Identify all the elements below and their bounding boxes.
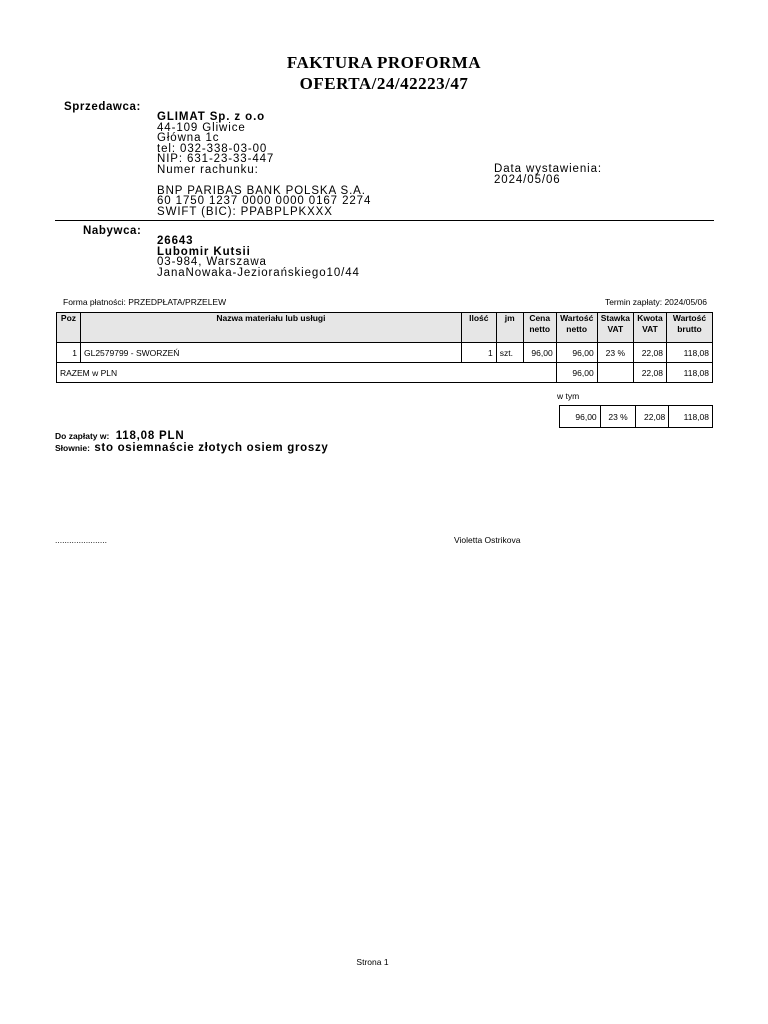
col-vat: Kwota VAT: [633, 313, 666, 343]
bank-account: 60 1750 1237 0000 0000 0167 2274: [157, 195, 372, 207]
document-title: FAKTURA PROFORMA: [286, 53, 482, 72]
breakdown-vat: 22,08: [636, 406, 669, 428]
total-gross: 118,08: [666, 363, 712, 383]
amount-words-line: [55, 442, 329, 454]
amount-in-words: sto osiemnaście złotych osiem groszy: [94, 442, 329, 454]
col-gross: Wartość brutto: [666, 313, 712, 343]
signature-person: Violetta Ostrikova: [454, 535, 521, 545]
items-table: [56, 312, 713, 383]
buyer-name: Lubomir Kutsii: [157, 245, 251, 258]
row-rate: 23 %: [597, 343, 633, 363]
buyer-postal-city: 03-984, Warszawa: [157, 256, 267, 268]
total-rate: [597, 363, 633, 383]
buyer-street: JanaNowaka-Jeziorańskiego10/44: [157, 266, 360, 279]
account-label: Numer rachunku:: [157, 163, 259, 176]
to-pay-amount: 118,08 PLN: [115, 430, 185, 442]
col-net: Wartość netto: [556, 313, 597, 343]
col-unit: jm: [496, 313, 523, 343]
breakdown-gross: 118,08: [669, 406, 713, 428]
col-price: Cena netto: [523, 313, 556, 343]
to-pay-line: [55, 430, 184, 442]
breakdown-row: [560, 406, 713, 428]
row-gross: 118,08: [666, 343, 712, 363]
issue-block: [494, 164, 602, 185]
row-vat: 22,08: [633, 343, 666, 363]
row-poz: 1: [57, 343, 81, 363]
swift-code: SWIFT (BIC): PPABPLPKXXX: [157, 205, 333, 218]
row-net: 96,00: [556, 343, 597, 363]
to-pay-label: Do zapłaty w:: [55, 431, 110, 441]
col-rate: Stawka VAT: [597, 313, 633, 343]
total-row: [57, 363, 713, 383]
row-price: 96,00: [523, 343, 556, 363]
document-number: OFERTA/24/42223/47: [299, 74, 469, 93]
table-header: [57, 313, 713, 343]
payment-due: Termin zapłaty: 2024/05/06: [604, 297, 707, 307]
seller-label: Sprzedawca:: [64, 101, 141, 113]
seller-tel: tel: 032-338-03-00: [157, 142, 268, 155]
breakdown-label: w tym: [557, 391, 580, 401]
page-number: Strona 1: [356, 957, 389, 967]
seller-block: [157, 112, 371, 217]
payment-form: Forma płatności: PRZEDPŁATA/PRZELEW: [63, 297, 227, 307]
signature-dots: ......................: [55, 535, 107, 545]
bank-name: BNP PARIBAS BANK POLSKA S.A.: [157, 184, 366, 197]
seller-nip: NIP: 631-23-33-447: [157, 153, 275, 165]
breakdown-table: [559, 405, 713, 428]
seller-postal-city: 44-109 Gliwice: [157, 121, 246, 134]
total-label: RAZEM w PLN: [57, 363, 557, 383]
seller-name: GLIMAT Sp. z o.o: [157, 111, 266, 123]
breakdown-rate: 23 %: [600, 406, 636, 428]
breakdown-net: 96,00: [560, 406, 601, 428]
col-name: Nazwa materiału lub usługi: [80, 313, 461, 343]
row-unit: szt.: [496, 343, 523, 363]
seller-street: Główna 1c: [157, 132, 220, 144]
buyer-id: 26643: [157, 235, 194, 247]
row-qty: 1: [461, 343, 496, 363]
total-net: 96,00: [556, 363, 597, 383]
issue-date: 2024/05/06: [494, 173, 561, 186]
row-name: GL2579799 - SWORZEŃ: [80, 343, 461, 363]
buyer-label: Nabywca:: [83, 225, 142, 237]
words-label: Słownie:: [55, 443, 90, 453]
table-row: [57, 343, 713, 363]
issue-date-label: Data wystawienia:: [494, 163, 602, 175]
col-qty: Ilość: [461, 313, 496, 343]
col-poz: Poz: [57, 313, 81, 343]
buyer-block: [157, 236, 360, 278]
divider: [55, 220, 714, 221]
total-vat: 22,08: [633, 363, 666, 383]
